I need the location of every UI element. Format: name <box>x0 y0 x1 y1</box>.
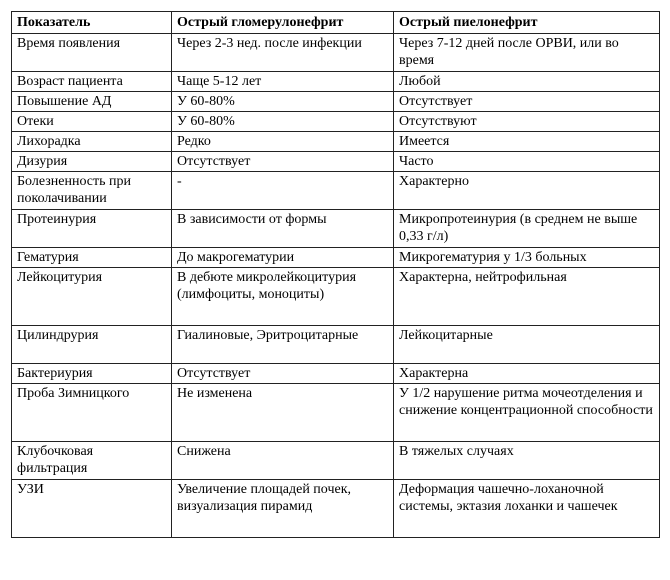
pyelonephritis-cell: Имеется <box>394 132 660 152</box>
table-row <box>12 210 660 248</box>
pyelonephritis-cell: Деформация чашечно-лоханочной системы, эктазия лоханки и чашечек <box>394 480 660 538</box>
glomerulonephritis-cell: У 60-80% <box>172 92 394 112</box>
glomerulonephritis-cell: Отсутствует <box>172 152 394 172</box>
pyelonephritis-cell: Отсутствуют <box>394 112 660 132</box>
glomerulonephritis-cell: Гиалиновые, Эритроцитарные <box>172 326 394 364</box>
glomerulonephritis-cell: В зависимости от формы <box>172 210 394 248</box>
row-label: УЗИ <box>12 480 172 538</box>
table-row <box>12 132 660 152</box>
pyelonephritis-cell: Микропротеинурия (в среднем не выше 0,33 г/л) <box>394 210 660 248</box>
table-row <box>12 364 660 384</box>
pyelonephritis-cell: Отсутствует <box>394 92 660 112</box>
row-label: Проба Зимницкого <box>12 384 172 442</box>
glomerulonephritis-cell: Через 2-3 нед. после инфекции <box>172 34 394 72</box>
pyelonephritis-cell: Характерна, нейтрофильная <box>394 268 660 326</box>
row-label: Время появления <box>12 34 172 72</box>
row-label: Отеки <box>12 112 172 132</box>
table-row <box>12 172 660 210</box>
table-header-row <box>12 12 660 34</box>
row-label: Протеинурия <box>12 210 172 248</box>
table-row <box>12 34 660 72</box>
row-label: Бактериурия <box>12 364 172 384</box>
table-row <box>12 152 660 172</box>
glomerulonephritis-cell: Редко <box>172 132 394 152</box>
comparison-table <box>11 11 660 538</box>
pyelonephritis-cell: Характерно <box>394 172 660 210</box>
pyelonephritis-cell: У 1/2 нарушение ритма мочеотделения и снижение концентрационной способности <box>394 384 660 442</box>
row-label: Болезненность при поколачивании <box>12 172 172 210</box>
header-pyelonephritis: Острый пиелонефрит <box>394 12 660 34</box>
glomerulonephritis-cell: Чаще 5-12 лет <box>172 72 394 92</box>
row-label: Гематурия <box>12 248 172 268</box>
table-row <box>12 92 660 112</box>
table-row <box>12 326 660 364</box>
table-row <box>12 112 660 132</box>
glomerulonephritis-cell: Отсутствует <box>172 364 394 384</box>
pyelonephritis-cell: Микрогематурия у 1/3 больных <box>394 248 660 268</box>
table-row <box>12 480 660 538</box>
pyelonephritis-cell: В тяжелых случаях <box>394 442 660 480</box>
glomerulonephritis-cell: До макрогематурии <box>172 248 394 268</box>
pyelonephritis-cell: Через 7-12 дней после ОРВИ, или во время <box>394 34 660 72</box>
table-row <box>12 72 660 92</box>
row-label: Цилиндрурия <box>12 326 172 364</box>
table-row <box>12 442 660 480</box>
glomerulonephritis-cell: У 60-80% <box>172 112 394 132</box>
pyelonephritis-cell: Любой <box>394 72 660 92</box>
row-label: Повышение АД <box>12 92 172 112</box>
row-label: Дизурия <box>12 152 172 172</box>
glomerulonephritis-cell: Увеличение площадей почек, визуализация пирамид <box>172 480 394 538</box>
row-label: Лихорадка <box>12 132 172 152</box>
pyelonephritis-cell: Часто <box>394 152 660 172</box>
table-row <box>12 384 660 442</box>
glomerulonephritis-cell: Не изменена <box>172 384 394 442</box>
row-label: Возраст пациента <box>12 72 172 92</box>
table-row <box>12 248 660 268</box>
header-glomerulonephritis: Острый гломерулонефрит <box>172 12 394 34</box>
row-label: Клубочковая фильтрация <box>12 442 172 480</box>
glomerulonephritis-cell: В дебюте микролейкоцитурия (лимфоциты, моноциты) <box>172 268 394 326</box>
table-row <box>12 268 660 326</box>
glomerulonephritis-cell: Снижена <box>172 442 394 480</box>
header-indicator: Показатель <box>12 12 172 34</box>
row-label: Лейкоцитурия <box>12 268 172 326</box>
glomerulonephritis-cell: - <box>172 172 394 210</box>
pyelonephritis-cell: Лейкоцитарные <box>394 326 660 364</box>
pyelonephritis-cell: Характерна <box>394 364 660 384</box>
